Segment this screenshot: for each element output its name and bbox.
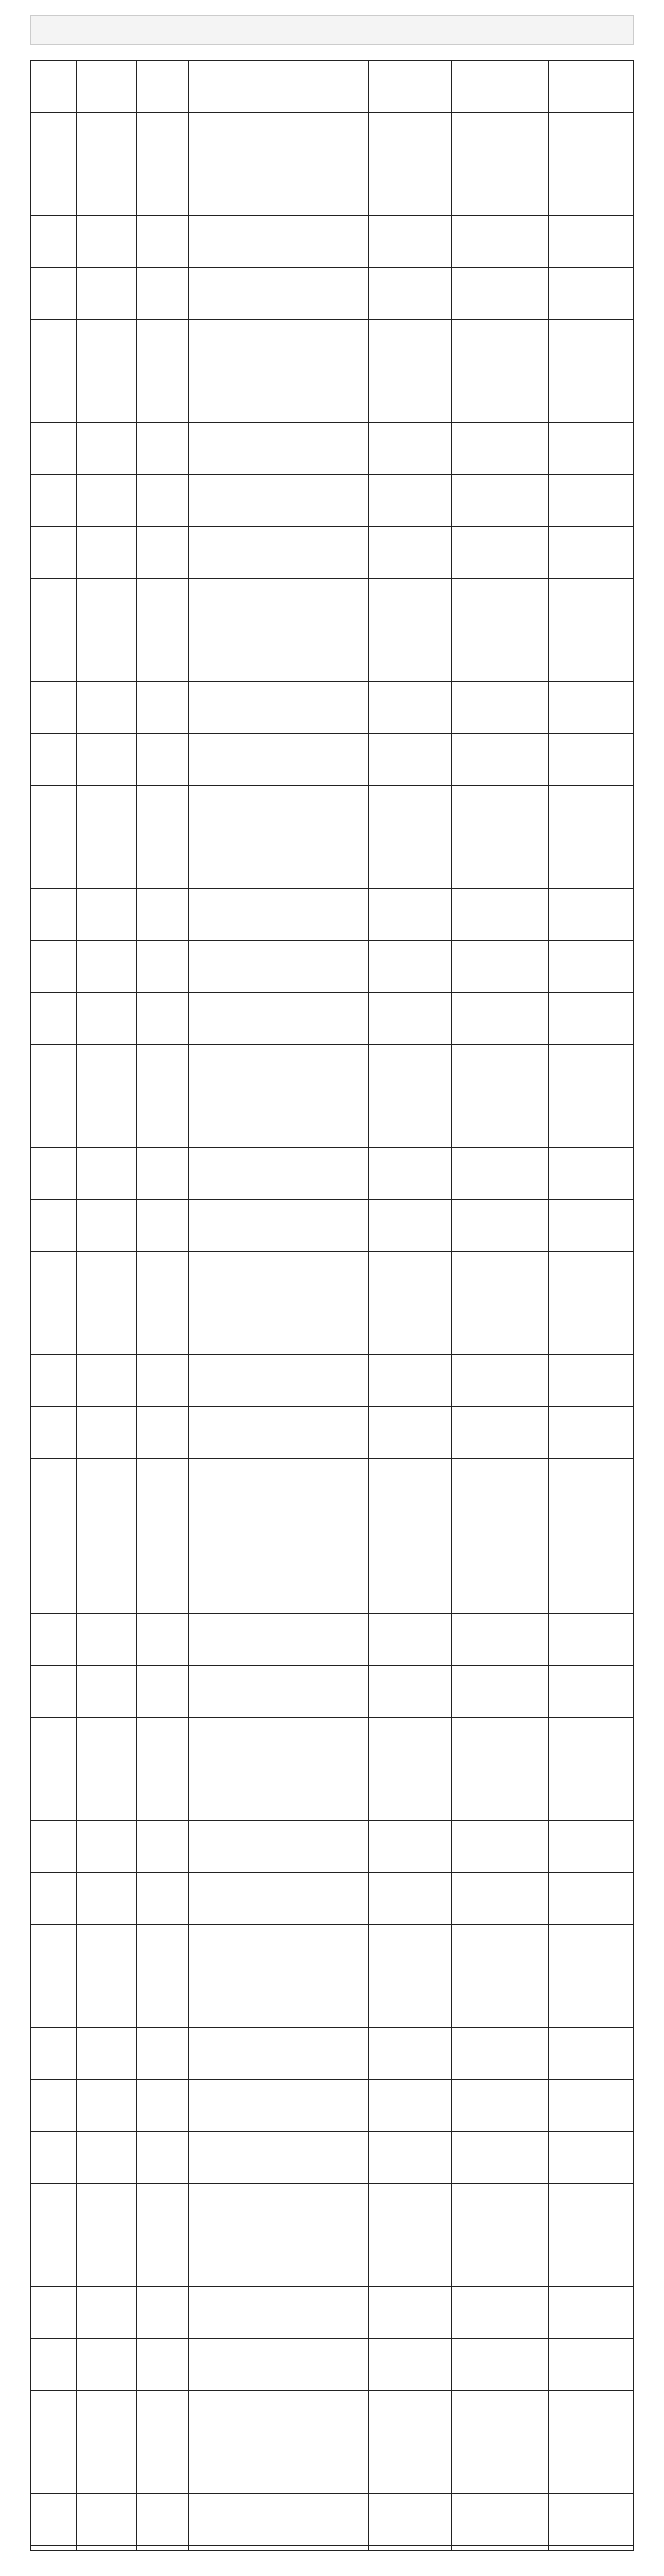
document-title-area xyxy=(30,15,634,45)
results-table xyxy=(30,60,634,2551)
